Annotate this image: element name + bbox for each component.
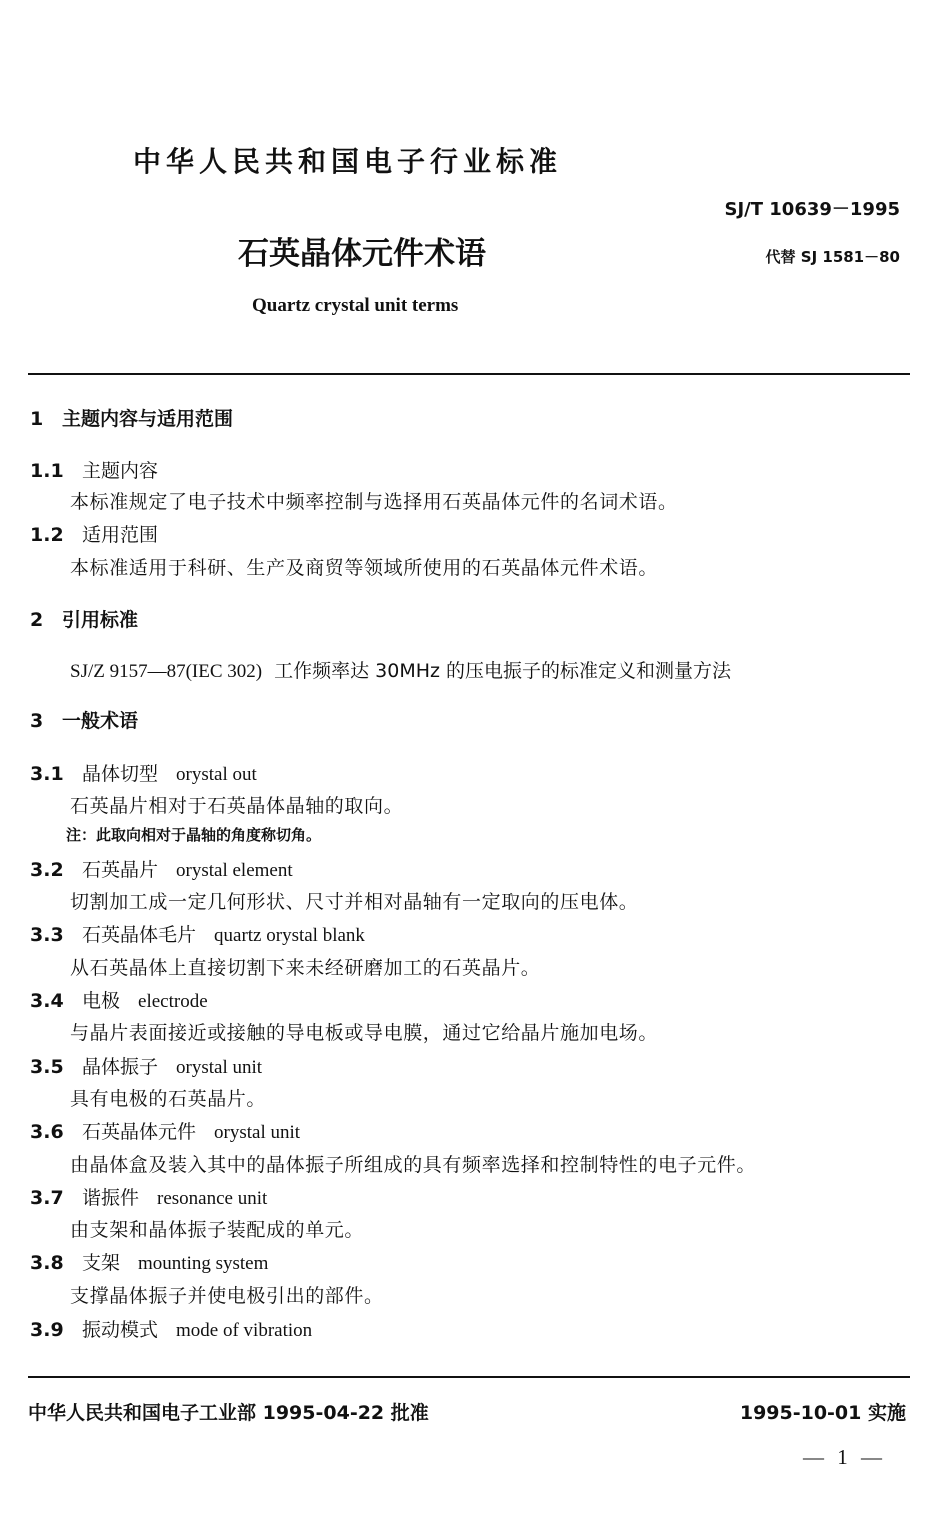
section-number: 1.2: [30, 524, 64, 546]
section-1-2-text: 本标准适用于科研、生产及商贸等领域所使用的石英晶体元件术语。: [70, 557, 659, 579]
term-3-1: [30, 759, 257, 786]
section-number: 1.1: [30, 460, 64, 482]
section-number: 2: [30, 609, 44, 631]
term-number: 3.1: [30, 763, 64, 785]
term-3-6: [30, 1117, 300, 1144]
term-number: 3.3: [30, 924, 64, 946]
term-number: 3.6: [30, 1121, 64, 1143]
reference-title: 工作频率达 30MHz 的压电振子的标准定义和测量方法: [274, 660, 732, 682]
section-title: 引用标准: [62, 609, 139, 631]
term-3-6-definition: 由晶体盒及装入其中的晶体振子所组成的具有频率选择和控制特性的电子元件。: [70, 1154, 757, 1176]
term-3-2: [30, 855, 293, 882]
term-3-3: [30, 920, 365, 947]
term-3-9: [30, 1315, 312, 1342]
issuing-organization: 中华人民共和国电子行业标准: [133, 145, 563, 178]
term-3-4: [30, 986, 208, 1013]
term-number: 3.9: [30, 1319, 64, 1341]
term-number: 3.5: [30, 1056, 64, 1078]
term-chinese: 电极: [82, 990, 121, 1012]
term-3-2-definition: 切割加工成一定几何形状、尺寸并相对晶轴有一定取向的压电体。: [70, 891, 639, 913]
term-3-3-definition: 从石英晶体上直接切割下来未经研磨加工的石英晶片。: [70, 957, 541, 979]
term-3-4-definition: 与晶片表面接近或接触的导电板或导电膜，通过它给晶片施加电场。: [70, 1022, 659, 1044]
term-chinese: 谐振件: [82, 1187, 140, 1209]
standard-code: SJ/T 10639－1995: [724, 199, 900, 220]
term-english: quartz orystal blank: [214, 925, 365, 946]
replaces-standard: 代替 SJ 1581－80: [765, 248, 900, 266]
term-3-1-note: 注：此取向相对于晶轴的角度称切角。: [66, 826, 322, 844]
term-english: resonance unit: [157, 1188, 268, 1209]
section-1-heading: [30, 404, 233, 431]
term-chinese: 石英晶体元件: [82, 1121, 197, 1143]
term-english: orystal unit: [176, 1057, 263, 1078]
term-3-8-definition: 支撑晶体振子并使电极引出的部件。: [70, 1285, 384, 1307]
normative-reference: [70, 656, 731, 683]
term-chinese: 晶体振子: [82, 1056, 159, 1078]
term-english: orystal out: [176, 764, 257, 785]
section-3-heading: [30, 706, 138, 733]
term-3-5: [30, 1052, 262, 1079]
reference-code: SJ/Z 9157—87(IEC 302): [70, 661, 263, 682]
term-3-5-definition: 具有电极的石英晶片。: [70, 1088, 267, 1110]
term-3-7: [30, 1183, 267, 1210]
term-english: mode of vibration: [176, 1320, 313, 1341]
term-chinese: 石英晶片: [82, 859, 159, 881]
approval-line: 中华人民共和国电子工业部 1995-04-22 批准: [28, 1402, 429, 1424]
section-1-1-heading: [30, 456, 158, 483]
term-chinese: 晶体切型: [82, 763, 159, 785]
section-title: 适用范围: [82, 524, 159, 546]
section-1-1-text: 本标准规定了电子技术中频率控制与选择用石英晶体元件的名词术语。: [70, 491, 678, 513]
term-number: 3.4: [30, 990, 64, 1012]
term-chinese: 振动模式: [82, 1319, 159, 1341]
section-2-heading: [30, 605, 138, 632]
document-title: 石英晶体元件术语: [238, 236, 486, 272]
page-number: — 1 —: [803, 1445, 886, 1469]
english-title: Quartz crystal unit terms: [252, 295, 459, 316]
term-chinese: 支架: [82, 1252, 121, 1274]
term-3-1-definition: 石英晶片相对于石英晶体晶轴的取向。: [70, 795, 404, 817]
term-english: electrode: [138, 991, 208, 1012]
section-title: 主题内容: [82, 460, 159, 482]
section-number: 3: [30, 710, 44, 732]
term-english: orystal element: [176, 860, 293, 881]
section-1-2-heading: [30, 520, 158, 547]
section-title: 一般术语: [62, 710, 139, 732]
term-chinese: 石英晶体毛片: [82, 924, 197, 946]
term-3-8: [30, 1248, 268, 1275]
header-divider: [28, 373, 910, 375]
term-number: 3.2: [30, 859, 64, 881]
term-english: orystal unit: [214, 1122, 301, 1143]
effective-date: 1995-10-01 实施: [739, 1402, 906, 1424]
term-3-7-definition: 由支架和晶体振子装配成的单元。: [70, 1219, 365, 1241]
section-title: 主题内容与适用范围: [62, 408, 234, 430]
term-number: 3.8: [30, 1252, 64, 1274]
term-number: 3.7: [30, 1187, 64, 1209]
term-english: mounting system: [138, 1253, 269, 1274]
footer-divider: [28, 1376, 910, 1378]
section-number: 1: [30, 408, 44, 430]
